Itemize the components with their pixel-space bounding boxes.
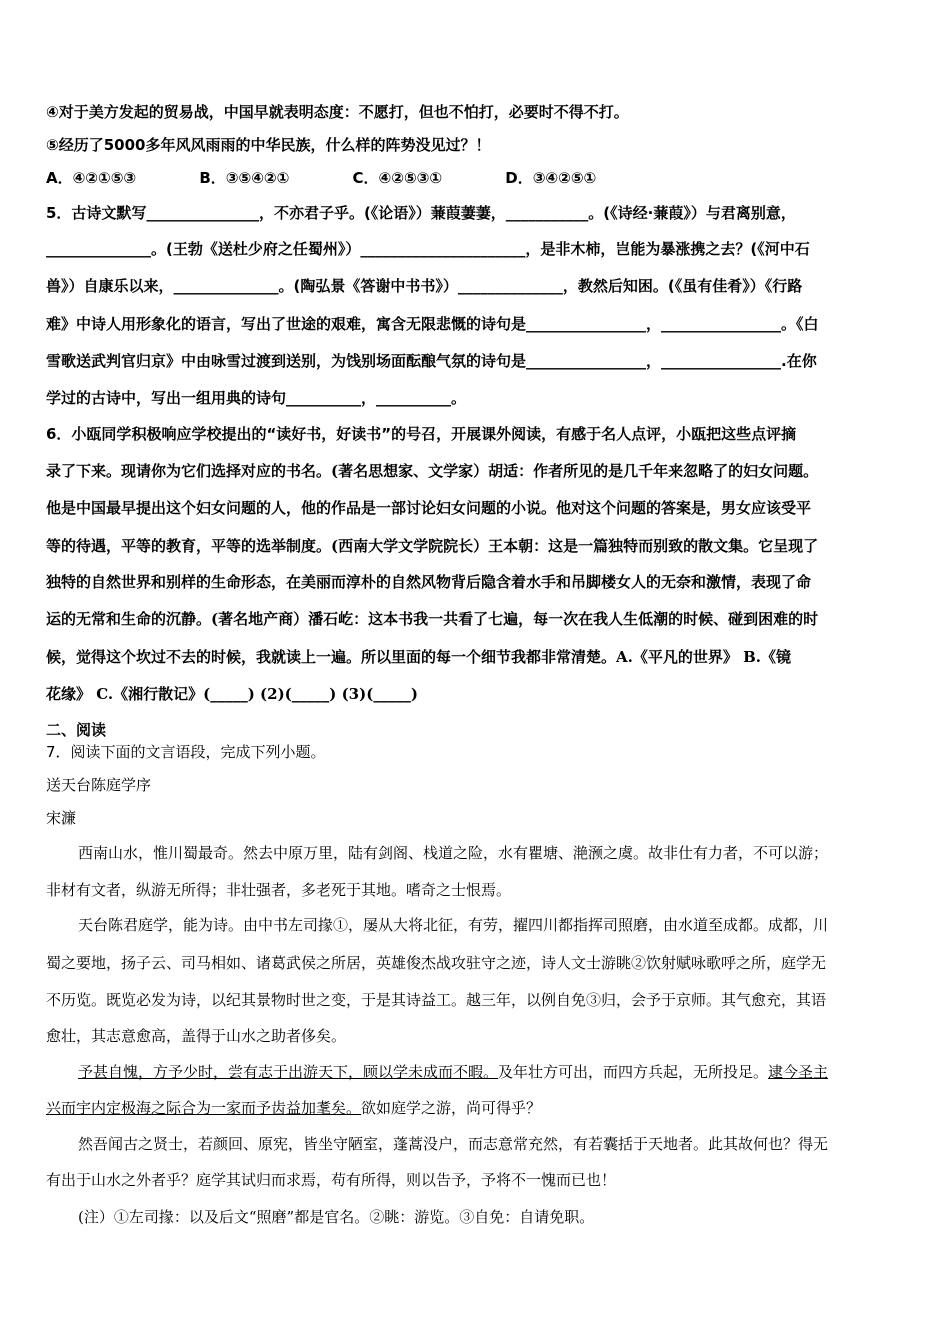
q4-item-4: ④对于美方发起的贸易战，中国早就表明态度：不愿打，但也不怕打，必要时不得不打。 [46,103,629,121]
q6-line-8: 花缘》 C.《湘行散记》(_____) (2)(_____) (3)(_____) [46,685,418,703]
q5-line-6: 学过的古诗中，写出一组用典的诗句__________，__________。 [46,389,467,407]
q6-line-3: 他是中国最早提出这个妇女问题的人，他的作品是一部讨论妇女问题的小说。他对这个问题的答案是，男女应该受平 [46,499,812,517]
q4-option-a: A．④②①⑤③ [46,169,137,187]
underlined-sentence-2-end: 兴而宇内定极海之际合为一家而予齿益加耄矣。 [46,1099,362,1117]
passage-p3-line-2 [46,1097,906,1119]
underlined-sentence-2-start: 逮今圣主 [768,1063,829,1081]
q5-line-4: 难》中诗人用形象化的语言，写出了世途的艰难，寓含无限悲慨的诗句是________________，________________。《白 [46,315,819,333]
passage-p3-line-1 [78,1061,906,1083]
passage-p1-line-2: 非材有文者，纵游无所得；非壮强者，多老死于其地。嗜奇之士恨焉。 [46,881,512,899]
passage-p1-line-1: 西南山水，惟川蜀最奇。然去中原万里，陆有剑阁、栈道之险，水有瞿塘、滟滪之虞。故非仕有力者，不可以游； [78,844,829,862]
q6-line-4: 等的待遇，平等的教育，平等的选举制度。(西南大学文学院院长）王本朝：这是一篇独特而别致的散文集。它呈现了 [46,537,819,555]
q6-line-1: 6．小瓯同学积极响应学校提出的“读好书，好读书”的号召，开展课外阅读，有感于名人点评，小瓯把这些点评摘 [46,425,797,443]
q6-line-7: 候，觉得这个坎过不去的时候，我就读上一遍。所以里面的每一个细节我都非常清楚。A.《平凡的世界》 B.《镜 [46,648,791,666]
q6-line-6: 运的无常和生命的沉静。(著名地产商）潘石屹：这本书我一共看了七遍，每一次在我人生低潮的时候、碰到困难的时 [46,610,819,628]
passage-p2-line-4: 愈壮，其志意愈高，盖得于山水之助者侈矣。 [46,1027,347,1045]
passage-note: (注）①左司掾：以及后文“照磨”都是官名。②眺：游览。③自免：自请免职。 [78,1208,595,1226]
q4-item-5: ⑤经历了5000多年风风雨雨的中华民族，什么样的阵势没见过？！ [46,136,491,154]
passage-p3-text: 及年壮方可出，而四方兵起，无所投足。 [498,1063,769,1081]
q6-line-5: 独特的自然世界和别样的生命形态，在美丽而淳朴的自然风物背后隐含着水手和吊脚楼女人的无奈和激情，表现了命 [46,573,812,591]
q5-line-1: 5．古诗文默写_______________，不亦君子乎。(《论语》）蒹葭萋萋，___________。(《诗经·蒹葭》）与君离别意， [46,204,796,222]
passage-p4-line-2: 有出于山水之外者乎？庭学其试归而求焉，苟有所得，则以告予，予将不一愧而已也！ [46,1171,617,1189]
q4-options [46,167,906,189]
underlined-sentence-1: 予甚自愧，方予少时，尝有志于出游天下，顾以学未成而不暇。 [78,1063,499,1081]
passage-p4-line-1: 然吾闻古之贤士，若颜回、原宪，皆坐守陋室，蓬蒿没户，而志意常充然，有若囊括于天地者。此其故何也？得无 [78,1135,829,1153]
q4-option-b: B．③⑤④②① [199,169,290,187]
passage-title: 送天台陈庭学序 [46,776,152,794]
q7-intro: 7．阅读下面的文言语段，完成下列小题。 [46,743,326,761]
passage-p2-line-3: 不历览。既览必发为诗，以纪其景物时世之变，于是其诗益工。越三年，以例自免③归，会予于京师。其气愈充，其语 [46,991,827,1009]
q5-line-2: ______________。(王勃《送杜少府之任蜀州》）______________________，是非木柿，岂能为暴涨携之去？(《河中石 [46,240,810,258]
passage-p2-line-1: 天台陈君庭学，能为诗。由中书左司掾①，屡从大将北征，有劳，擢四川都指挥司照磨，由水道至成都。成都，川 [78,916,829,934]
q5-line-5: 雪歌送武判官归京》中由咏雪过渡到送别，为饯别场面酝酿气氛的诗句是________________，________________.在你 [46,352,817,370]
passage-author: 宋濂 [46,809,77,827]
q4-option-c: C．④②⑤③① [352,169,443,187]
q5-line-3: 兽》）自康乐以来，______________。(陶弘景《答谢中书书》）______________，教然后知困。(《虽有佳肴》）《行路 [46,277,803,295]
passage-p2-line-2: 蜀之要地，扬子云、司马相如、诸葛武侯之所居，英雄俊杰战攻驻守之迹，诗人文士游眺②饮射赋咏歌呼之所，庭学无 [46,954,827,972]
q4-option-d: D．③④②⑤① [505,169,597,187]
section-heading-reading: 二、阅读 [46,721,107,739]
q6-line-2: 录了下来。现请你为它们选择对应的书名。(著名思想家、文学家）胡适：作者所见的是几千年来忽略了的妇女问题。 [46,462,819,480]
passage-p3-text-2: 欲如庭学之游，尚可得乎？ [361,1099,542,1117]
